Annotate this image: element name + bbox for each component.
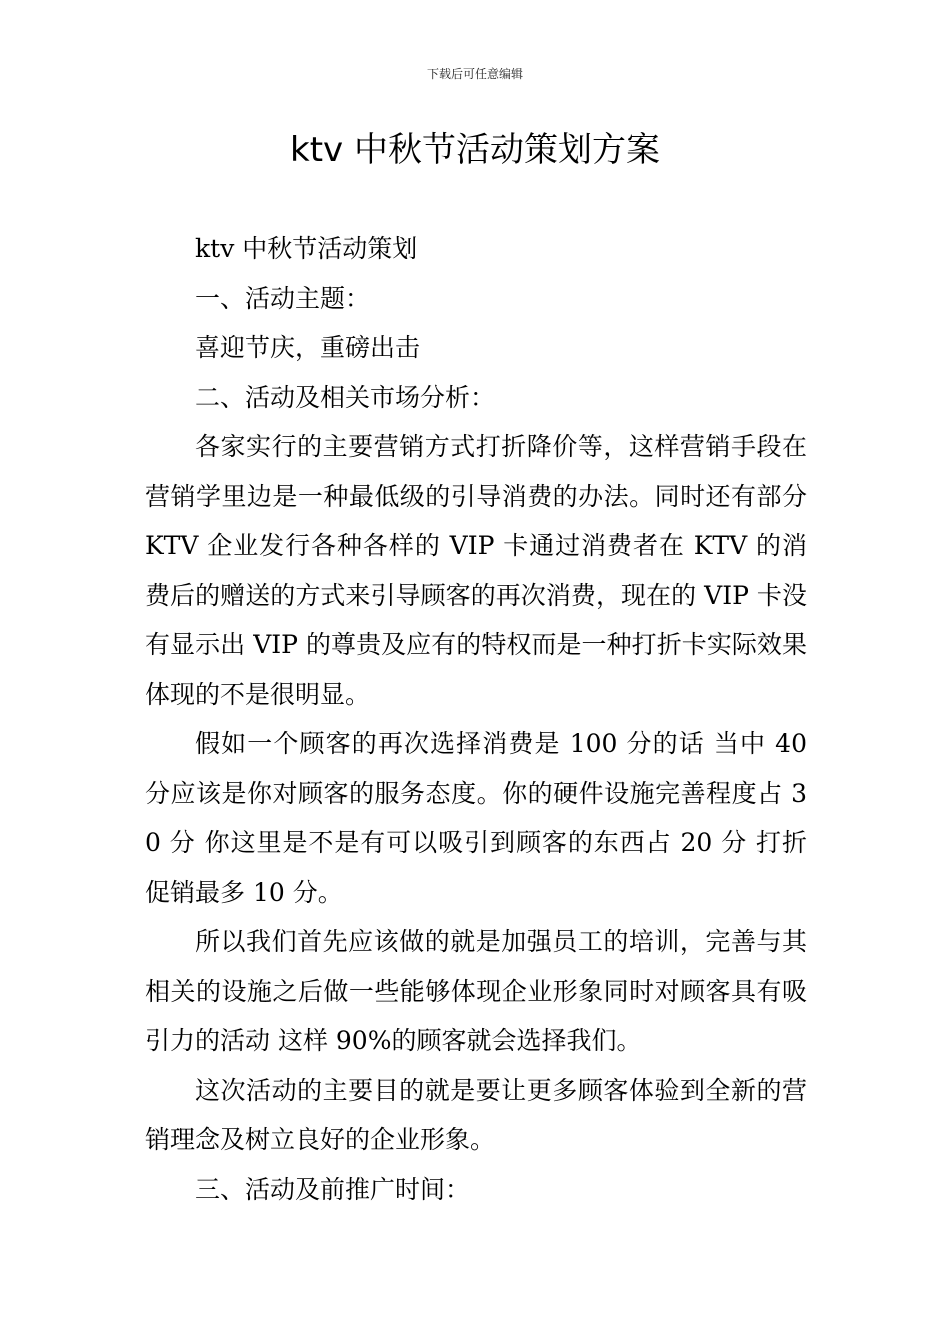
paragraph-analysis-3: 所以我们首先应该做的就是加强员工的培训，完善与其相关的设施之后做一些能够体现企业形象同时对顾客具有吸引力的活动 这样 90%的顾客就会选择我们。 bbox=[145, 927, 807, 1055]
section-heading-analysis: 二、活动及相关市场分析： bbox=[195, 382, 496, 412]
document-title: ktv 中秋节活动策划方案 bbox=[290, 130, 660, 170]
header-note: 下载后可任意编辑 bbox=[426, 67, 523, 81]
section-heading-schedule: 三、活动及前推广时间： bbox=[195, 1174, 471, 1204]
paragraph-subtitle: ktv 中秋节活动策划 bbox=[195, 234, 418, 263]
paragraph-analysis-4: 这次活动的主要目的就是要让更多顾客体验到全新的营销理念及树立良好的企业形象。 bbox=[145, 1075, 807, 1154]
paragraph-theme: 喜迎节庆，重磅出击 bbox=[195, 333, 421, 362]
document-body bbox=[145, 224, 807, 1214]
paragraph-analysis-1: 各家实行的主要营销方式打折降价等，这样营销手段在营销学里边是一种最低级的引导消费的办法。同时还有部分 KTV 企业发行各种各样的 VIP 卡通过消费者在 KTV 的消费后的赠送的方式来引导顾客的再次消费，现在的 VIP 卡没有显示出 VIP 的尊贵及应有的特权而是一种打折卡实际效果体现的不是很明显。 bbox=[145, 432, 807, 709]
paragraph-analysis-2: 假如一个顾客的再次选择消费是 100 分的话 当中 40 分应该是你对顾客的服务态度。你的硬件设施完善程度占 30 分 你这里是不是有可以吸引到顾客的东西占 20 分 打折促销最多 10 分。 bbox=[145, 729, 807, 907]
section-heading-theme: 一、活动主题： bbox=[195, 283, 371, 313]
